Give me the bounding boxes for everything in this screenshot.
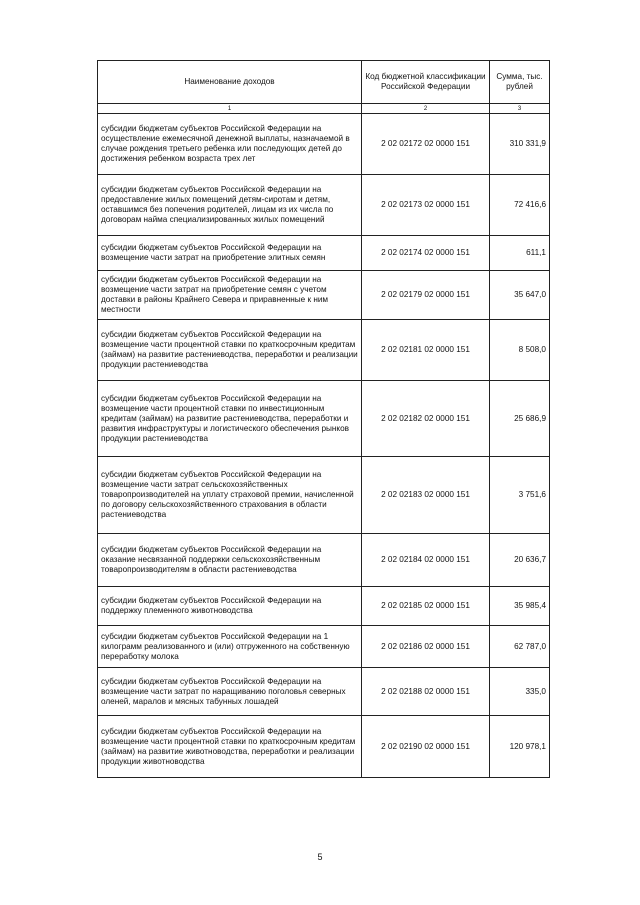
table-row	[98, 175, 550, 236]
table-row	[98, 626, 550, 668]
revenue-name: субсидии бюджетам субъектов Российской Федерации на оказание несвязанной поддержки сельскохозяйственным товаропроизводителям в области растениеводства	[98, 534, 362, 587]
budget-code: 2 02 02186 02 0000 151	[362, 626, 490, 668]
table-row	[98, 236, 550, 271]
budget-code: 2 02 02185 02 0000 151	[362, 587, 490, 626]
budget-code: 2 02 02182 02 0000 151	[362, 381, 490, 457]
table-row	[98, 716, 550, 778]
revenue-name: субсидии бюджетам субъектов Российской Федерации на возмещение части затрат на приобретение семян с учетом доставки в районы Крайнего Севера и приравненные к ним местности	[98, 271, 362, 320]
revenue-name: субсидии бюджетам субъектов Российской Федерации на осуществление ежемесячной денежной выплаты, назначаемой в случае рождения третьего ребенка или последующих детей до достижения ребенком возраста трех лет	[98, 114, 362, 175]
page-number: 5	[317, 852, 323, 862]
header-name: Наименование доходов	[98, 61, 362, 104]
table-header-row	[98, 61, 550, 104]
amount: 335,0	[490, 668, 550, 716]
budget-code: 2 02 02184 02 0000 151	[362, 534, 490, 587]
budget-code: 2 02 02179 02 0000 151	[362, 271, 490, 320]
table-row	[98, 668, 550, 716]
header-code: Код бюджетной классификации Российской Федерации	[362, 61, 490, 104]
budget-code: 2 02 02181 02 0000 151	[362, 320, 490, 381]
amount: 611,1	[490, 236, 550, 271]
budget-code: 2 02 02172 02 0000 151	[362, 114, 490, 175]
budget-table-wrapper	[97, 60, 549, 778]
column-number-row	[98, 104, 550, 114]
revenue-name: субсидии бюджетам субъектов Российской Федерации на 1 килограмм реализованного и (или) отгруженного на собственную переработку молока	[98, 626, 362, 668]
revenue-name: субсидии бюджетам субъектов Российской Федерации на возмещение части процентной ставки по краткосрочным кредитам (займам) на развитие растениеводства, переработки и реализации продукции растениеводства	[98, 320, 362, 381]
table-row	[98, 534, 550, 587]
amount: 20 636,7	[490, 534, 550, 587]
amount: 25 686,9	[490, 381, 550, 457]
budget-code: 2 02 02173 02 0000 151	[362, 175, 490, 236]
amount: 310 331,9	[490, 114, 550, 175]
column-number-1: 1	[98, 104, 362, 114]
column-number-2: 2	[362, 104, 490, 114]
revenue-name: субсидии бюджетам субъектов Российской Федерации на возмещение части процентной ставки по краткосрочным кредитам (займам) на развитие животноводства, переработки и реализации продукции животноводства	[98, 716, 362, 778]
revenue-name: субсидии бюджетам субъектов Российской Федерации на возмещение части процентной ставки по инвестиционным кредитам (займам) на развитие растениеводства, переработки и развития инфраструктуры и логистического обеспечения рынков продукции растениеводства	[98, 381, 362, 457]
table-row	[98, 271, 550, 320]
revenue-name: субсидии бюджетам субъектов Российской Федерации на поддержку племенного животноводства	[98, 587, 362, 626]
revenue-name: субсидии бюджетам субъектов Российской Федерации на возмещение части затрат сельскохозяйственных товаропроизводителей на уплату страховой премии, начисленной по договору сельскохозяйственного страхования в области растениеводства	[98, 457, 362, 534]
amount: 120 978,1	[490, 716, 550, 778]
amount: 35 985,4	[490, 587, 550, 626]
budget-code: 2 02 02190 02 0000 151	[362, 716, 490, 778]
amount: 35 647,0	[490, 271, 550, 320]
budget-code: 2 02 02183 02 0000 151	[362, 457, 490, 534]
budget-code: 2 02 02188 02 0000 151	[362, 668, 490, 716]
header-sum: Сумма, тыс. рублей	[490, 61, 550, 104]
revenue-name: субсидии бюджетам субъектов Российской Федерации на возмещение части затрат на приобретение элитных семян	[98, 236, 362, 271]
amount: 3 751,6	[490, 457, 550, 534]
revenue-name: субсидии бюджетам субъектов Российской Федерации на предоставление жилых помещений детям-сиротам и детям, оставшимся без попечения родителей, лицам из их числа по договорам найма специализированных жилых помещений	[98, 175, 362, 236]
revenue-name: субсидии бюджетам субъектов Российской Федерации на возмещение части затрат по наращиванию поголовья северных оленей, маралов и мясных табунных лошадей	[98, 668, 362, 716]
column-number-3: 3	[490, 104, 550, 114]
table-row	[98, 320, 550, 381]
amount: 62 787,0	[490, 626, 550, 668]
table-row	[98, 457, 550, 534]
amount: 8 508,0	[490, 320, 550, 381]
amount: 72 416,6	[490, 175, 550, 236]
table-row	[98, 114, 550, 175]
budget-code: 2 02 02174 02 0000 151	[362, 236, 490, 271]
table-row	[98, 587, 550, 626]
table-row	[98, 381, 550, 457]
budget-revenue-table	[97, 60, 550, 778]
